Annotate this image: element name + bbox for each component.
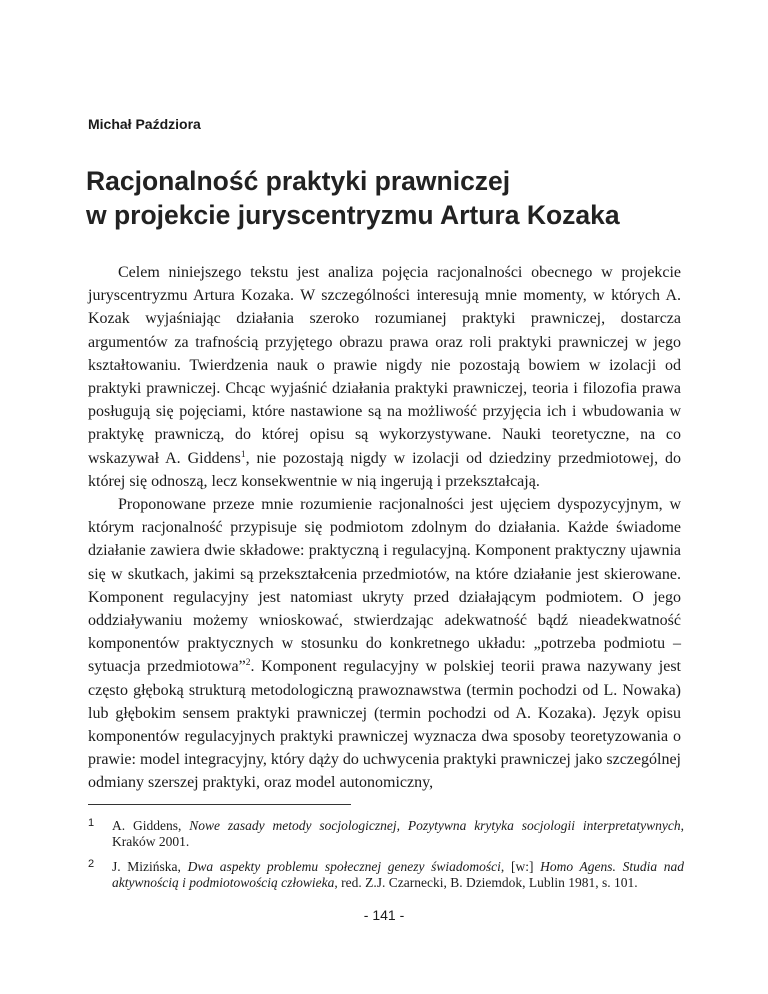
paragraph-1: Celem niniejszego tekstu jest analiza pojęcia racjonalności obecnego w projekcie juryscentryzmu Artura Kozaka. W szczególności interesują mnie momenty, w których A. Kozak wyjaśniając działania szeroko rozumianej praktyki prawniczej, dostarcza argumentów za trafnością przyjętego obrazu prawa oraz roli praktyki prawniczej w jego kształtowaniu. Twierdzenia nauk o prawie nigdy nie pozostają bowiem w izolacji od praktyki prawniczej. Chcąc wyjaśnić działania praktyki prawniczej, teoria i filozofia prawa posługują się pojęciami, które nastawione są na możliwość przyjęcia ich i wbudowania w praktykę prawniczą, do której opisu są wykorzystywane. Nauki teoretyczne, na co wskazywał A. Giddens$^1$, nie pozostają nigdy w izolacji od dziedziny przedmiotowej, do której się odnoszą, lecz konsekwentnie w nią ingerują i przekształcają. xyxy=(88,264,682,490)
article-body xyxy=(88,261,681,795)
author-name: Michał Paździora xyxy=(88,116,201,132)
footnote-ref-1[interactable]: 1 xyxy=(240,449,246,460)
footnote-ref-2[interactable]: 2 xyxy=(245,658,251,669)
footnote-2: 2 J. Mizińska, Dwa aspekty problemu społecznej genezy świadomości, [w:] Homo Agens. Studia nad aktywnością i podmiotowością człowieka, red. Z.J. Czarnecki, B. Dziemdok, Lublin 1981, s. 101. xyxy=(88,858,685,890)
article-title xyxy=(86,164,686,232)
page-number: - 141 - xyxy=(363,907,405,923)
footnote-number: 1 xyxy=(88,817,95,829)
footnote-number: 2 xyxy=(88,858,95,870)
footnotes xyxy=(88,818,684,900)
paragraph-2: Proponowane przeze mnie rozumienie racjonalności jest ujęciem dyspozycyjnym, w którym racjonalność przypisuje się podmiotom zdolnym do działania. Każde świadome działanie zawiera dwie składowe: praktyczną i regulacyjną. Komponent praktyczny ujawnia się w skutkach, jakimi są przekształcenia przedmiotów, na które działanie jest skierowane. Komponent regulacyjny jest natomiast ukryty przed działającym podmiotem. O jego oddziaływaniu możemy wnioskować, stwierdzając adekwatność bądź nieadekwatność komponentów praktycznych w stosunku do konkretnego układu: „potrzeba podmiotu – sytuacja przedmiotowa”$^2$. Komponent regulacyjny w polskiej teorii prawa nazywany jest często głęboką strukturą metodologiczną prawoznawstwa (termin pochodzi od L. Nowaka) lub głębokim sensem praktyki prawniczej (termin pochodzi od A. Kozaka). Język opisu komponentów regulacyjnych praktyki prawniczej wyznacza dwa sposoby teoretyzowania o prawie: model integracyjny, który dąży do uchwycenia praktyki prawniczej jako szczególnej odmiany szerszej praktyki, oraz model autonomiczny, xyxy=(88,496,682,792)
footnote-1: 1 A. Giddens, Nowe zasady metody socjologicznej, Pozytywna krytyka socjologii interpretatywnych, Kraków 2001. xyxy=(88,817,685,849)
footnote-divider xyxy=(88,804,351,805)
title-line-2: w projekcie juryscentryzmu Artura Kozaka xyxy=(86,200,620,230)
title-line-1: Racjonalność praktyki prawniczej xyxy=(86,166,511,196)
